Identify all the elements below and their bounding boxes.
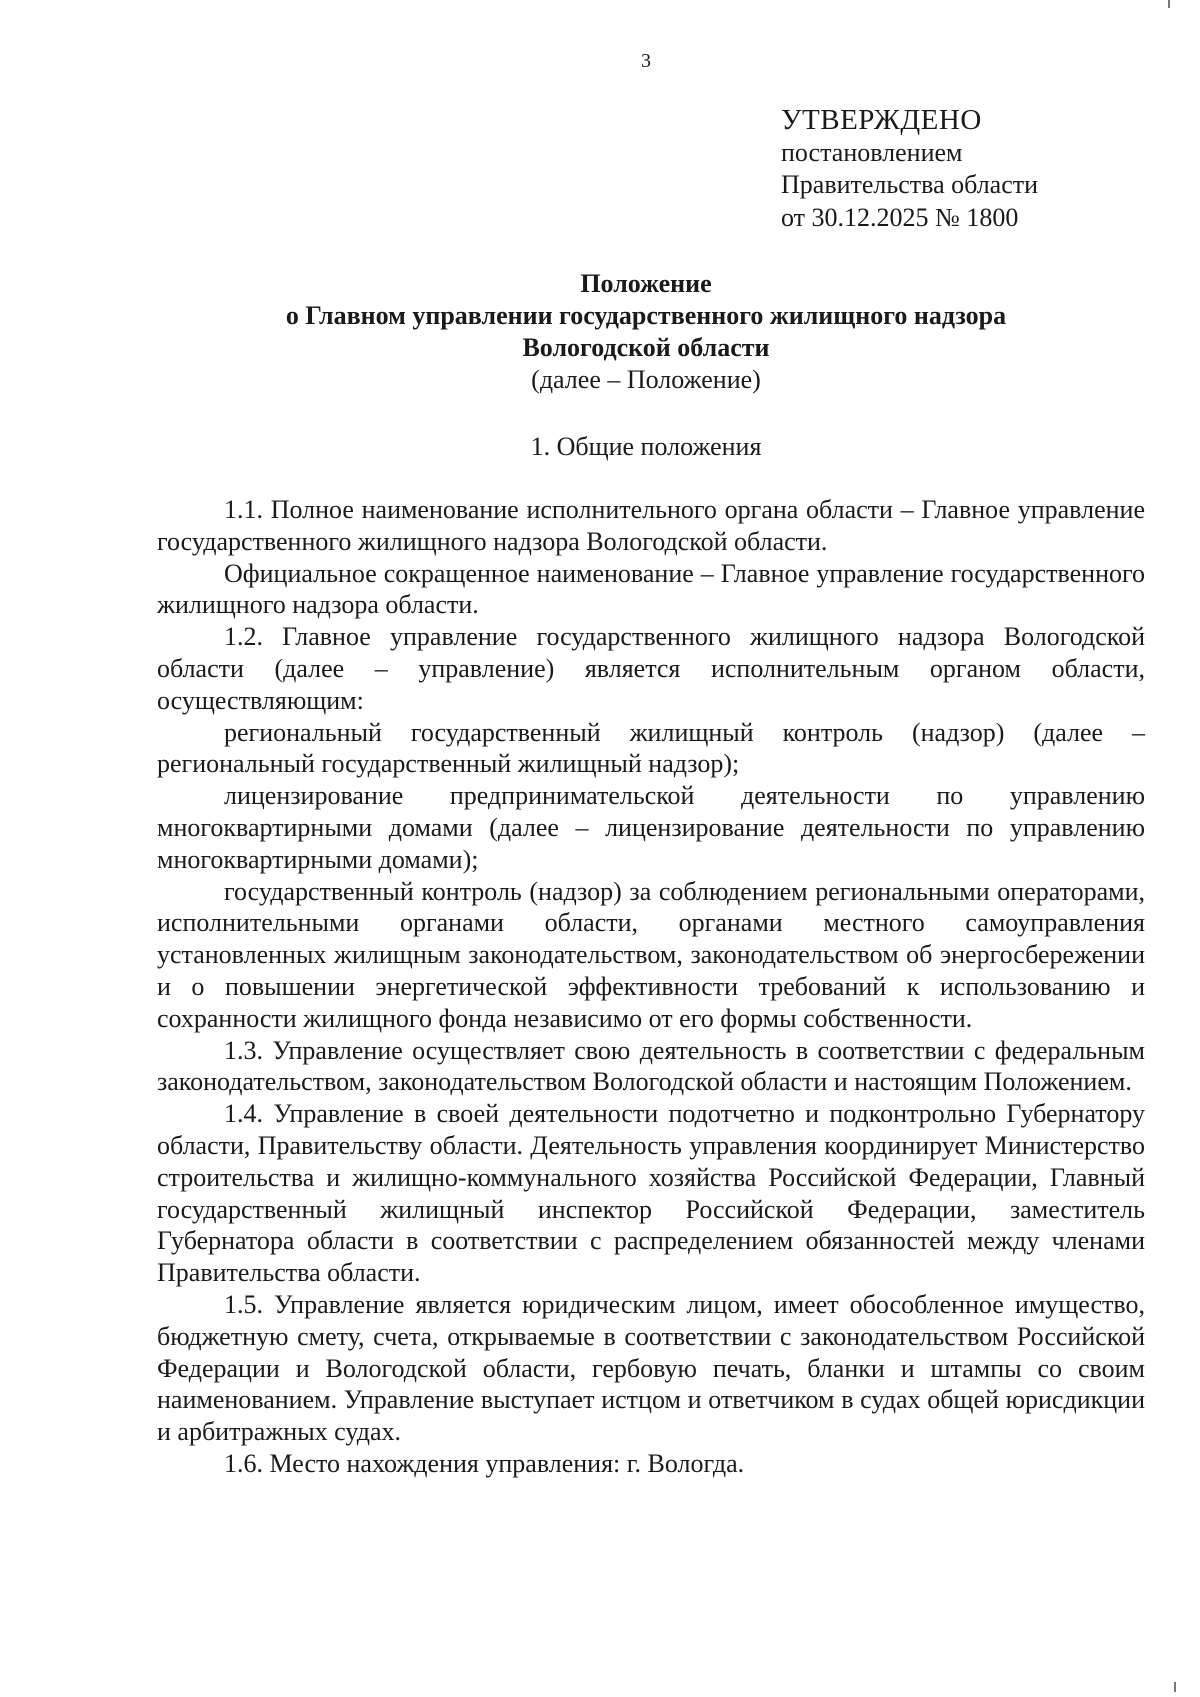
approval-line: Правительства области [781, 170, 1039, 199]
document-subtitle: о Главном управлении государственного жилищного надзора [285, 301, 1007, 330]
section-label: Общие положения [556, 432, 762, 461]
document-body [157, 494, 1145, 1480]
paragraph: государственный контроль (надзор) за соблюдением региональными операторами, исполнительными органами области, органами местного самоуправления установленных жилищным законодательством, законодательством об энергосбережении и о повышении энергетической эффективности требований к использованию и сохранности жилищного фонда независимо от его формы собственности. [157, 876, 1145, 1033]
approval-title: УТВЕРЖДЕНО [781, 104, 982, 136]
paragraph: 1.6. Место нахождения управления: г. Вологда. [224, 1448, 745, 1478]
paragraph: 1.1. Полное наименование исполнительного органа области – Главное управление государственного жилищного надзора Вологодской области. [157, 495, 1145, 556]
paragraph: 1.3. Управление осуществляет свою деятельность в соответствии с федеральным законодательством, законодательством Вологодской области и настоящим Положением. [157, 1035, 1145, 1097]
document-note: (далее – Положение) [531, 365, 761, 394]
document-title: Положение [580, 269, 712, 298]
approval-line: постановлением [781, 137, 963, 167]
page-number: 3 [641, 50, 651, 72]
paragraph: 1.2. Главное управление государственного жилищного надзора Вологодской области (далее – управление) является исполнительным органом области, осуществляющим: [157, 622, 1145, 715]
section-title [0, 432, 1200, 462]
paragraph: Официальное сокращенное наименование – Главное управление государственного жилищного надзора области. [157, 558, 1145, 620]
document-subtitle: Вологодской области [522, 333, 770, 362]
paragraph: региональный государственный жилищный контроль (надзор) (далее – региональный государственный жилищный надзор); [157, 717, 1145, 779]
paragraph: 1.4. Управление в своей деятельности подотчетно и подконтрольно Губернатору области, Правительству области. Деятельность управления координирует Министерство строительства и жилищно-коммунального хозяйства Российской Федерации, Главный государственный жилищный инспектор Российской Федерации, заместитель Губернатора области в соответствии с распределением обязанностей между членами Правительства области. [157, 1099, 1145, 1288]
scan-mark [1168, 0, 1170, 8]
scan-mark [1174, 1682, 1176, 1692]
approval-line: от 30.12.2025 № 1800 [781, 202, 1019, 232]
paragraph: 1.5. Управление является юридическим лицом, имеет обособленное имущество, бюджетную смету, счета, открываемые в соответствии с законодательством Российской Федерации и Вологодской области, гербовую печать, бланки и штампы со своим наименованием. Управление выступает истцом и ответчиком в судах общей юрисдикции и арбитражных судах. [157, 1289, 1145, 1447]
section-number: 1. [530, 432, 551, 461]
document-heading [0, 268, 1200, 396]
approval-block [781, 104, 1038, 234]
paragraph: лицензирование предпринимательской деятельности по управлению многоквартирными домами (далее – лицензирование деятельности по управлению многоквартирными домами); [157, 781, 1145, 874]
